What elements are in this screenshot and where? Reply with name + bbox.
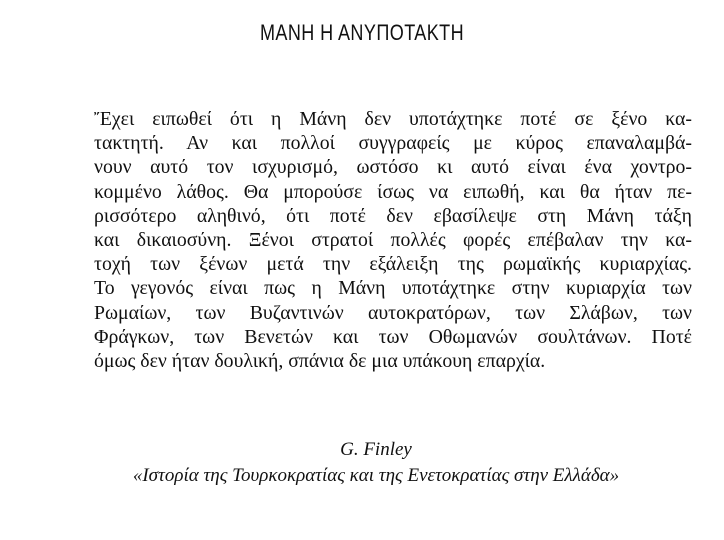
paragraph-line: Ρωμαίων, των Βυζαντινών αυτοκρατόρων, των Σλάβων, των: [94, 301, 692, 324]
paragraph-line: τοχή των ξένων μετά την εξάλειξη της ρωμαϊκής κυριαρχίας.: [94, 253, 692, 276]
attribution-work: «Ιστορία της Τουρκοκρατίας και της Ενετοκρατίας στην Ελλάδα»: [132, 465, 620, 486]
attribution: [0, 437, 724, 489]
paragraph-line: Ἔχει ειπωθεί ότι η Μάνη δεν υποτάχτηκε ποτέ σε ξένο κα-: [94, 108, 692, 130]
quote-paragraph: [94, 107, 692, 373]
paragraph-line: ρισσότερο αληθινό, ότι ποτέ δεν εβασίλεψε στη Μάνη τάξη: [94, 204, 692, 227]
paragraph-line: Το γεγονός είναι πως η Μάνη υποτάχτηκε στην κυριαρχία των: [94, 277, 692, 300]
paragraph-line: κομμένο λάθος. Θα μπορούσε ίσως να ειπωθή, και θα ήταν πε-: [94, 180, 692, 203]
paragraph-line: νουν αυτό τον ισχυρισμό, ωστόσο κι αυτό είναι ένα χοντρο-: [94, 156, 692, 179]
paragraph-line: και δικαιοσύνη. Ξένοι στρατοί πολλές φορές επέβαλαν την κα-: [94, 228, 692, 251]
paragraph-line: Φράγκων, των Βενετών και των Οθωμανών σουλτάνων. Ποτέ: [94, 325, 692, 348]
attribution-author: G. Finley: [340, 439, 412, 460]
paragraph-line: τακτητή. Αν και πολλοί συγγραφείς με κύρος επαναλαμβά-: [94, 132, 692, 155]
paragraph-line: όμως δεν ήταν δουλική, σπάνια δε μια υπάκουη επαρχία.: [94, 349, 546, 372]
page-title: ΜΑΝΗ Η ΑΝΥΠΟΤΑΚΤΗ: [259, 20, 465, 45]
